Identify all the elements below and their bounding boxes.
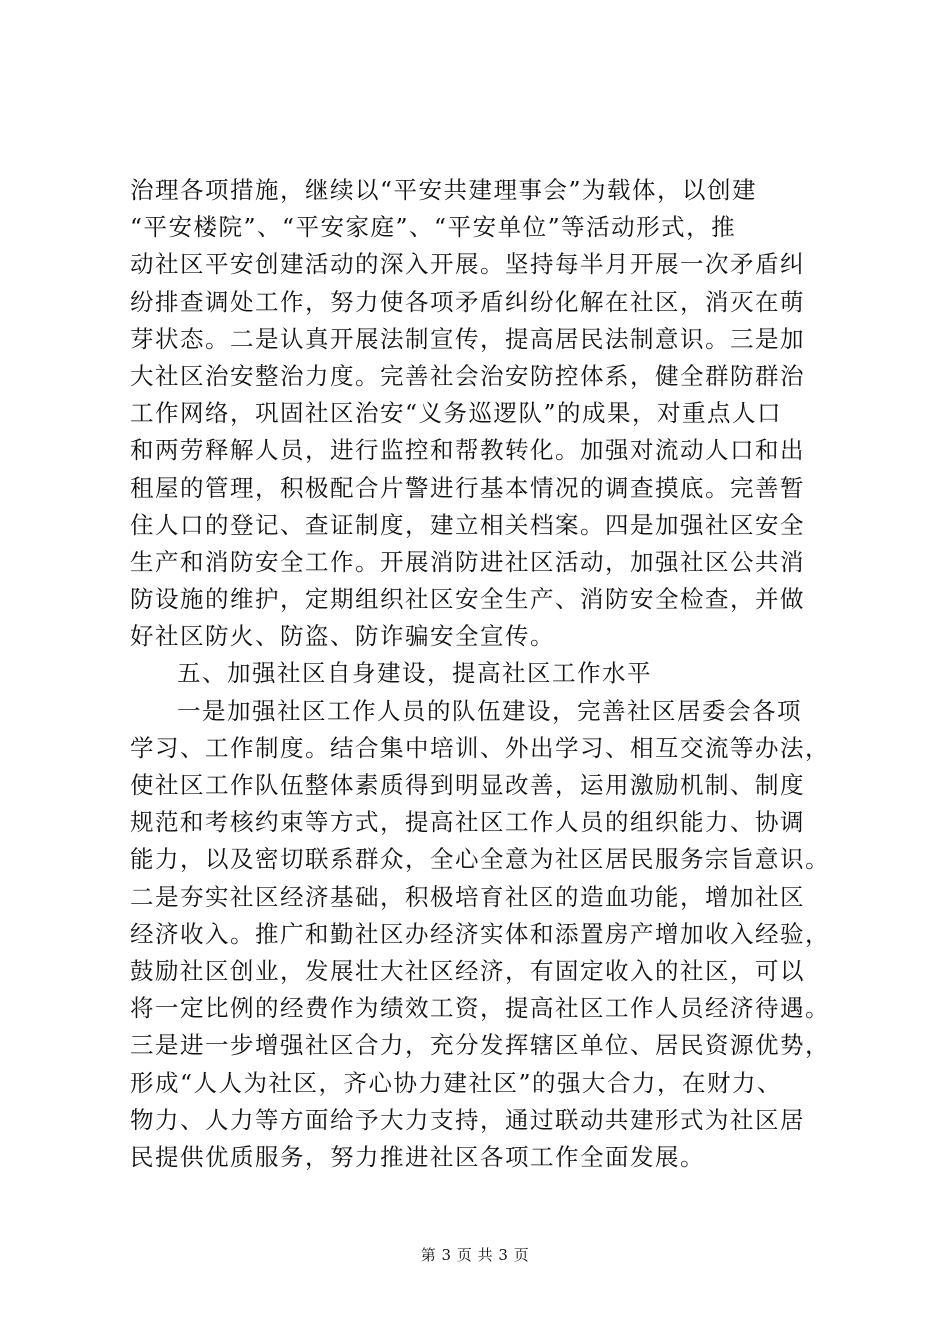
text-line: 使社区工作队伍整体素质得到明显改善，运用激励机制、制度 bbox=[130, 771, 805, 799]
text-line: 芽状态。二是认真开展法制宣传，提高居民法制意识。三是加 bbox=[130, 324, 805, 353]
text-line: 学习、工作制度。结合集中培训、外出学习、相互交流等办法， bbox=[130, 733, 830, 762]
text-line: 物力、人力等方面给予大力支持，通过联动共建形式为社区居 bbox=[130, 1105, 805, 1134]
text-line: “平安楼院”、“平安家庭”、“平安单位”等活动形式，推 bbox=[130, 213, 737, 242]
text-line: 一是加强社区工作人员的队伍建设，完善社区居委会各项 bbox=[177, 696, 802, 725]
text-line: 租屋的管理，积极配合片警进行基本情况的调查摸底。完善暂 bbox=[130, 473, 805, 502]
text-line: 治理各项措施，继续以“平安共建理事会”为载体，以创建 bbox=[130, 176, 758, 204]
text-line: 二是夯实社区经济基础，积极培育社区的造血功能，增加社区 bbox=[130, 882, 805, 911]
text-line: 好社区防火、防盗、防诈骗安全宣传。 bbox=[130, 622, 555, 651]
text-line: 防设施的维护，定期组织社区安全生产、消防安全检查，并做 bbox=[130, 585, 805, 614]
text-line: 三是进一步增强社区合力，充分发挥辖区单位、居民资源优势， bbox=[130, 1031, 830, 1060]
text-line: 鼓励社区创业，发展壮大社区经济，有固定收入的社区，可以 bbox=[130, 956, 805, 985]
text-line: 生产和消防安全工作。开展消防进社区活动，加强社区公共消 bbox=[130, 547, 805, 576]
page-footer: 第 3 页 共 3 页 bbox=[420, 1246, 530, 1264]
text-line: 住人口的登记、查证制度，建立相关档案。四是加强社区安全 bbox=[130, 510, 805, 539]
text-line: 五、加强社区自身建设，提高社区工作水平 bbox=[177, 659, 652, 688]
text-line: 动社区平安创建活动的深入开展。坚持每半月开展一次矛盾纠 bbox=[130, 250, 805, 279]
text-line: 和两劳释解人员，进行监控和帮教转化。加强对流动人口和出 bbox=[130, 436, 805, 465]
text-line: 能力，以及密切联系群众，全心全意为社区居民服务宗旨意识。 bbox=[130, 845, 830, 874]
text-line: 大社区治安整治力度。完善社会治安防控体系，健全群防群治 bbox=[130, 361, 805, 390]
text-line: 民提供优质服务，努力推进社区各项工作全面发展。 bbox=[130, 1142, 705, 1171]
text-line: 规范和考核约束等方式，提高社区工作人员的组织能力、协调 bbox=[130, 808, 805, 837]
document-body bbox=[130, 172, 830, 1176]
text-line: 纷排查调处工作，努力使各项矛盾纠纷化解在社区，消灭在萌 bbox=[130, 287, 805, 316]
text-line: 经济收入。推广和勤社区办经济实体和添置房产增加收入经验， bbox=[130, 919, 830, 948]
text-line: 工作网络，巩固社区治安“义务巡逻队”的成果，对重点人口 bbox=[130, 399, 783, 428]
text-line: 将一定比例的经费作为绩效工资，提高社区工作人员经济待遇。 bbox=[130, 994, 830, 1023]
text-line: 形成“人人为社区，齐心协力建社区”的强大合力，在财力、 bbox=[130, 1068, 783, 1097]
